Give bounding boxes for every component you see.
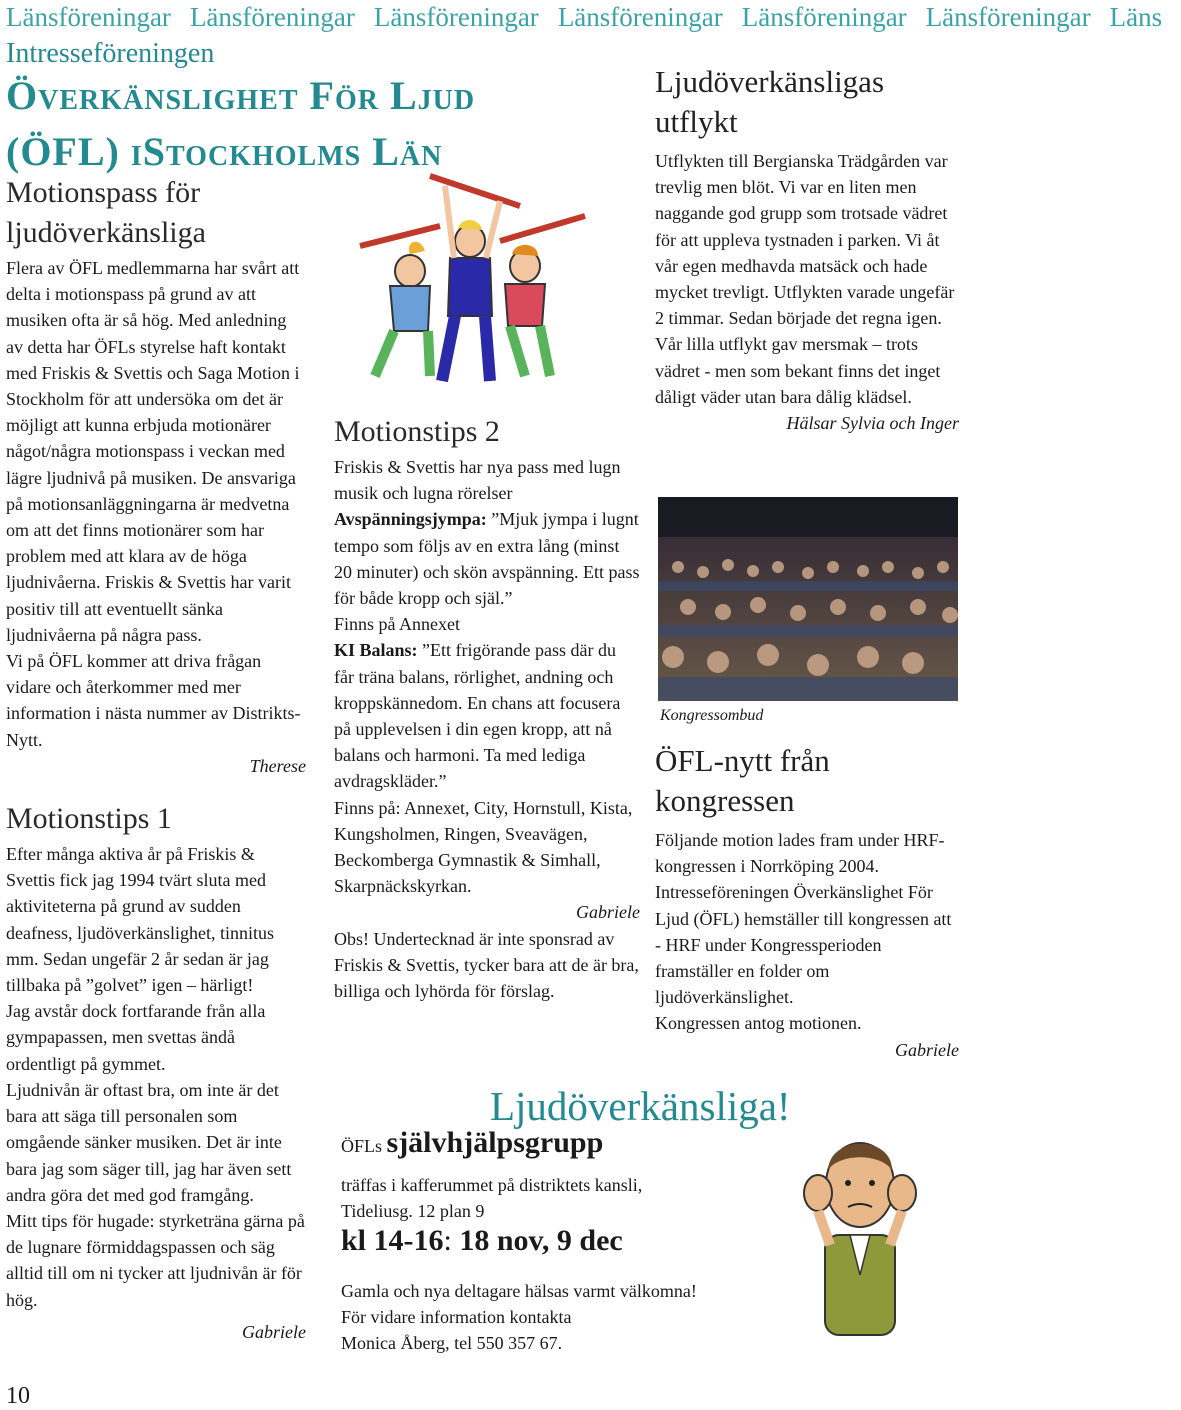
arm — [818, 1211, 830, 1245]
arm — [890, 1211, 902, 1245]
ad-group-line — [341, 1126, 604, 1159]
torso — [505, 284, 545, 326]
article-body: Friskis & Svettis har nya pass med lugn musik och lugna rörelser — [334, 457, 621, 504]
label-bold: KI Balans: — [334, 640, 418, 661]
banner-word: Länsföreningar — [557, 2, 723, 32]
article-body — [334, 637, 640, 794]
article-body: Ljudnivån är oftast bra, om inte är det bara att säga till personalen som omgående sänker musiken. Det är inte bara jag som säger till, jag har även sett andra göra det med god framgång. — [6, 1079, 292, 1205]
hand-right — [888, 1175, 916, 1211]
article-body: Utflykten till Bergianska Trädgården var trevlig men blöt. Vi var en liten men naggande god grupp som trotsade vädret för att uppleva tystnaden i parken. Vi åt vår egen medhavda matsäck och hade mycket trevligt. Utflykten varade ungefär 2 timmar. Sedan började det regna igen. Vår lilla utflykt gav mersmak – trots vädret - men som bekant finns det inget dåligt väder utan bara dålig klädsel. — [655, 151, 955, 407]
article-body: Flera av ÖFL medlemmarna har svårt att delta i motionspass på grund av att musiken ofta är så hög. Med anledning av detta har ÖFLs styrelse haft kontakt med Friskis & Svettis och Saga Motion i Stockholm för att undersöka om det är möjligt att kunna erbjuda motionärer något/några motionspass i veckan med lägre ljudnivå på musiken. De ansvariga på motionsanläggningarna är medvetna om att det finns motionärer som har problem med att klara av de höga ljudnivåerna. Friskis & Svettis har varit positiv till att eventuellt sänka ljudnivåerna på några pass. — [6, 258, 300, 645]
section-heading: ÖFL-nytt från kongressen — [655, 743, 830, 818]
ad-contact-line: För vidare information kontakta — [341, 1307, 572, 1327]
banner-strip — [6, 2, 1163, 42]
label-bold: Avspänningsjympa: — [334, 509, 487, 530]
pole — [360, 226, 440, 246]
signature: Therese — [249, 755, 306, 776]
legs — [510, 326, 550, 376]
pole — [500, 216, 585, 241]
ad-schedule — [341, 1224, 623, 1258]
ad-group-name: självhjälpsgrupp — [386, 1126, 604, 1159]
banner-word: Länsföreningar — [189, 2, 355, 32]
article-body: Vi på ÖFL kommer att driva frågan vidare och återkommer med mer information i nästa nummer av Distrikts-Nytt. — [6, 651, 301, 750]
legs — [375, 331, 430, 376]
ad-location-line: Tideliusg. 12 plan 9 — [341, 1201, 485, 1221]
exercise-illustration — [350, 166, 590, 386]
photo-caption: Kongressombud — [660, 707, 764, 724]
article-body: Kongressen antog motionen. — [655, 1013, 862, 1034]
masthead-title-line2: (ÖFL) iStockholms Län — [6, 129, 443, 174]
column-right-lower — [655, 741, 959, 1063]
ad-contact-line: Monica Åberg, tel 550 357 67. — [341, 1333, 563, 1353]
org-name: Intresseföreningen — [6, 38, 215, 69]
article-body: Finns på Annexet — [334, 614, 460, 635]
ad-prefix: ÖFLs — [341, 1136, 387, 1156]
ad-location-line: träffas i kafferummet på distriktets kansli, — [341, 1175, 643, 1195]
article-body: Följande motion lades fram under HRF-kongressen i Norrköping 2004. Intresseföreningen Överkänslighet För Ljud (ÖFL) hemställer till kongressen att - HRF under Kongressperioden framställer en folder om ljudöverkänslighet. — [655, 830, 952, 1008]
article-text: ”Mjuk jympa i lugnt tempo som följs av en extra lång (minst 20 minuter) och skön avspänning. Ett pass för både kropp och själ.” — [334, 509, 640, 609]
article-body: Mitt tips för hugade: styrketräna gärna på de lugnare förmiddagspassen och säg alltid till om ni tycker att ljudnivån är för hög. — [6, 1210, 305, 1310]
signature: Hälsar Sylvia och Inger — [786, 413, 959, 434]
banner-word: Länsföreningar — [925, 2, 1091, 32]
article-body: Jag avstår dock fortfarande från alla gympapassen, men svettas ändå ordentligt på gymmet. — [6, 1001, 266, 1074]
hair — [409, 242, 425, 254]
article-body — [334, 506, 640, 611]
column-left — [6, 173, 306, 1345]
signature: Gabriele — [242, 1321, 306, 1342]
article-body: Finns på: Annexet, City, Hornstull, Kista, Kungsholmen, Ringen, Sveavägen, Beckomberga Gymnastik & Simhall, Skarpnäckskyrkan. — [334, 797, 633, 897]
page-number: 10 — [6, 1383, 30, 1409]
article-heading: Motionspass för ljudöverkänsliga — [6, 176, 206, 249]
banner-word: Länsföreningar — [741, 2, 907, 32]
article-text: ”Ett frigörande pass där du får träna balans, rörlighet, andning och kroppskännedom. En chans att focusera på upplevelsen i din egen kropp, att nå balans och harmoni. Ta med lediga avdragskläder.” — [334, 640, 621, 792]
section-heading: Motionstips 2 — [334, 415, 500, 448]
section-heading: Ljudöverkänsligas utflykt — [655, 64, 885, 139]
column-right — [655, 62, 959, 436]
banner-word: Länsföreningar — [373, 2, 539, 32]
masthead-title-line1: Överkänslighet För Ljud — [6, 73, 476, 118]
ad-dates: 18 nov, 9 dec — [459, 1224, 623, 1257]
ad-title: Ljudöverkänsliga! — [490, 1083, 791, 1129]
ad-sep: : — [443, 1224, 460, 1257]
banner-word: Läns — [1109, 2, 1163, 32]
ear-covering-illustration — [800, 1125, 920, 1340]
section-heading: Motionstips 1 — [6, 802, 172, 836]
congress-photo — [658, 497, 958, 701]
column-middle — [334, 412, 640, 1004]
signature: Gabriele — [895, 1039, 959, 1060]
article-body: Efter många aktiva år på Friskis & Svettis fick jag 1994 tvärt sluta med aktiviteterna på grund av sudden deafness, ljudöverkänslighet, tinnitus mm. Sedan ungefär 2 år sedan är jag tillbaka på ”golvet” igen – härligt! — [6, 844, 274, 996]
ad-time: kl 14-16 — [341, 1224, 444, 1257]
banner-word: Länsföreningar — [6, 2, 171, 32]
article-body: Obs! Undertecknad är inte sponsrad av Friskis & Svettis, tycker bara att de är bra, billiga och lyhörda för förslag. — [334, 928, 639, 1002]
hand-left — [804, 1175, 832, 1211]
torso — [448, 258, 492, 316]
signature: Gabriele — [576, 902, 640, 923]
legs — [442, 316, 490, 381]
head — [395, 255, 425, 287]
ad-location — [341, 1172, 642, 1224]
ad-welcome: Gamla och nya deltagare hälsas varmt välkomna! — [341, 1281, 697, 1301]
ad-contact — [341, 1278, 697, 1356]
torso — [390, 286, 430, 331]
